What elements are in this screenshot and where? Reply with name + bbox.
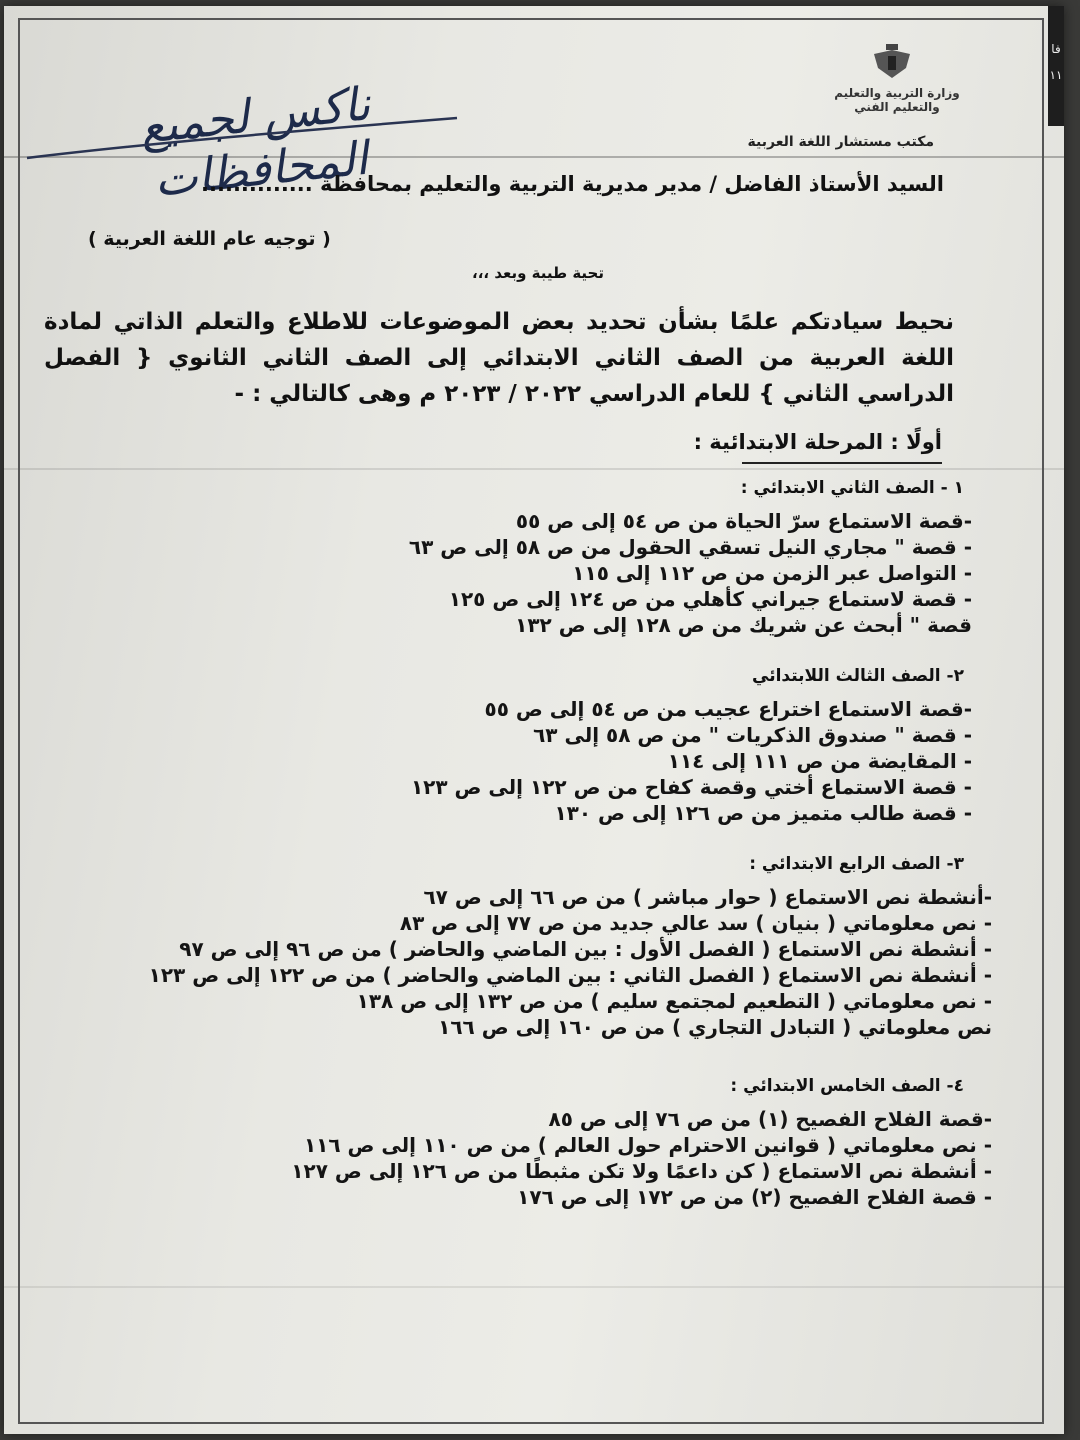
list-item: -قصة الاستماع سرّ الحياة من ص ٥٤ إلى ص ٥٥: [515, 509, 972, 533]
list-item: - أنشطة نص الاستماع ( كن داعمًا ولا تكن مثبطًا من ص ١٢٦ إلى ص ١٢٧: [291, 1159, 992, 1183]
list-item: - قصة " مجاري النيل تسقي الحقول من ص ٥٨ إلى ص ٦٣: [408, 535, 972, 559]
grade-title: ٣- الصف الرابع الابتدائي :: [749, 854, 964, 874]
addressee: السيد الأستاذ الفاضل / مدير مديرية التربية والتعليم بمحافظة ..............: [201, 172, 944, 196]
ministry-line: وزارة التربية والتعليم: [834, 86, 960, 100]
list-item: - المقايضة من ص ١١١ إلى ١١٤: [667, 749, 972, 773]
list-item: - نص معلوماتي ( التطعيم لمجتمع سليم ) من ص ١٣٢ إلى ص ١٣٨: [356, 989, 992, 1013]
list-item: -قصة الاستماع اختراع عجيب من ص ٥٤ إلى ص ٥٥: [484, 697, 972, 721]
office-name: مكتب مستشار اللغة العربية: [747, 134, 934, 150]
ministry-name: [822, 86, 972, 114]
list-item: - أنشطة نص الاستماع ( الفصل الثاني : بين الماضي والحاضر ) من ص ١٢٢ إلى ص ١٢٣: [148, 963, 992, 987]
list-item: - قصة الفلاح الفصيح (٢) من ص ١٧٢ إلى ص ١٧٦: [517, 1185, 992, 1209]
handwritten-underline: [22, 114, 462, 164]
list-item: نص معلوماتي ( التبادل التجاري ) من ص ١٦٠ إلى ص ١٦٦: [438, 1015, 992, 1039]
list-item: قصة " أبحث عن شريك من ص ١٢٨ إلى ص ١٣٢: [515, 613, 972, 637]
eagle-emblem-icon: [870, 42, 914, 82]
grade-title: ٢- الصف الثالث اللابتدائي: [752, 666, 964, 686]
ministry-line: والتعليم الفني: [854, 100, 940, 114]
list-item: - أنشطة نص الاستماع ( الفصل الأول : بين الماضي والحاضر ) من ص ٩٦ إلى ص ٩٧: [179, 937, 992, 961]
intro-paragraph: نحيط سيادتكم علمًا بشأن تحديد بعض الموضوعات للاطلاع والتعلم الذاتي لمادة اللغة العربية من الصف الثاني الابتدائي إلى الصف الثاني الثانوي { الفصل الدراسي الثاني } للعام الدراسي ٢٠٢٢ / ٢٠٢٣ م وهى كالتالي : -: [44, 309, 954, 407]
grade-items: [149, 884, 992, 1040]
page-edge-curl: [1048, 6, 1064, 126]
list-item: -أنشطة نص الاستماع ( حوار مباشر ) من ص ٦٦ إلى ص ٦٧: [423, 885, 992, 909]
grade-items: [411, 696, 972, 826]
list-item: -قصة الفلاح الفصيح (١) من ص ٧٦ إلى ص ٨٥: [548, 1107, 992, 1131]
grade-title: ٤- الصف الخامس الابتدائي :: [730, 1076, 964, 1096]
stage-title: أولًا : المرحلة الابتدائية :: [693, 430, 942, 454]
list-item: - قصة طالب متميز من ص ١٢٦ إلى ص ١٣٠: [554, 801, 972, 825]
page-edge-text: فا ١١: [1049, 42, 1063, 82]
grade-items: [409, 508, 972, 638]
document-sheet: [4, 6, 1064, 1434]
list-item: - قصة لاستماع جيراني كأهلي من ص ١٢٤ إلى ص ١٢٥: [448, 587, 972, 611]
greeting: تحية طيبة وبعد ،،،: [472, 264, 604, 282]
stage-title-underline: [742, 462, 942, 464]
department: ( توجيه عام اللغة العربية ): [88, 228, 331, 250]
grade-title: ١ - الصف الثاني الابتدائي :: [740, 478, 964, 498]
list-item: - نص معلوماتي ( بنيان ) سد عالي جديد من ص ٧٧ إلى ص ٨٣: [399, 911, 992, 935]
grade-items: [291, 1106, 992, 1210]
list-item: - قصة " صندوق الذكريات " من ص ٥٨ إلى ٦٣: [533, 723, 972, 747]
list-item: - نص معلوماتي ( قوانين الاحترام حول العالم ) من ص ١١٠ إلى ص ١١٦: [303, 1133, 992, 1157]
list-item: - التواصل عبر الزمن من ص ١١٢ إلى ١١٥: [572, 561, 972, 585]
handwritten-note-text: ناكس لجميع المحافظات: [137, 76, 373, 207]
list-item: - قصة الاستماع أختي وقصة كفاح من ص ١٢٢ إلى ص ١٢٣: [410, 775, 972, 799]
